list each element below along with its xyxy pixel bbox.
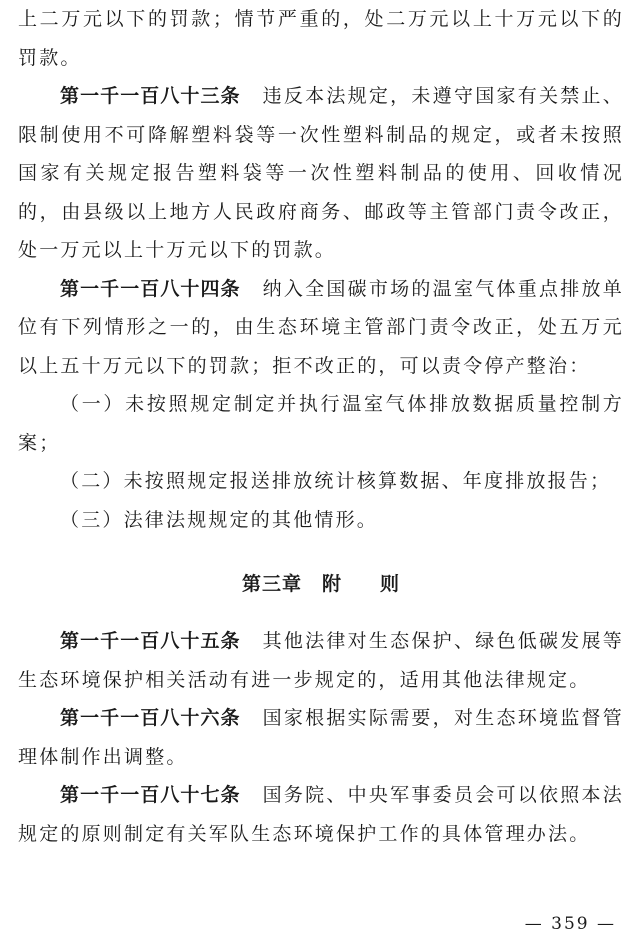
article-1186 <box>18 699 624 776</box>
article-number: 第一千一百八十七条 <box>60 784 241 806</box>
article-number: 第一千一百八十五条 <box>60 630 241 652</box>
article-1184 <box>18 270 624 386</box>
continuation-paragraph: 上二万元以下的罚款；情节严重的，处二万元以上十万元以下的罚款。 <box>18 8 624 69</box>
article-text: 国务院、中央军事委员会可以依照本法规定的原则制定有关军队生态环境保护工作的具体管理办法。 <box>18 784 624 845</box>
article-text: 纳入全国碳市场的温室气体重点排放单位有下列情形之一的，由生态环境主管部门责令改正，处五万元以上五十万元以下的罚款；拒不改正的，可以责令停产整治： <box>18 277 624 377</box>
chapter-title-part1: 附 <box>321 573 342 595</box>
article-1185 <box>18 622 624 699</box>
list-item: （三）法律法规规定的其他情形。 <box>60 508 379 531</box>
article-number: 第一千一百八十三条 <box>60 85 241 107</box>
article-1187 <box>18 776 624 853</box>
list-item: （一）未按照规定制定并执行温室气体排放数据质量控制方案； <box>18 393 624 454</box>
chapter-number: 第三章 <box>241 573 302 595</box>
article-text: 国家根据实际需要，对生态环境监督管理体制作出调整。 <box>18 707 624 768</box>
chapter-heading <box>18 569 624 596</box>
chapter-title-part2: 则 <box>380 573 401 595</box>
article-number: 第一千一百八十四条 <box>60 277 241 300</box>
article-number: 第一千一百八十六条 <box>60 707 241 729</box>
article-1183 <box>18 77 624 270</box>
page-number: — 359 — <box>524 914 616 934</box>
article-text: 其他法律对生态保护、绿色低碳发展等生态环境保护相关活动有进一步规定的，适用其他法律规定。 <box>18 630 624 691</box>
list-item: （二）未按照规定报送排放统计核算数据、年度排放报告； <box>60 470 612 492</box>
document-page <box>18 0 624 853</box>
article-text: 违反本法规定，未遵守国家有关禁止、限制使用不可降解塑料袋等一次性塑料制品的规定，或者未按照国家有关规定报告塑料袋等一次性塑料制品的使用、回收情况的，由县级以上地方人民政府商务、邮政等主管部门责令改正，处一万元以上十万元以下的罚款。 <box>18 85 624 261</box>
